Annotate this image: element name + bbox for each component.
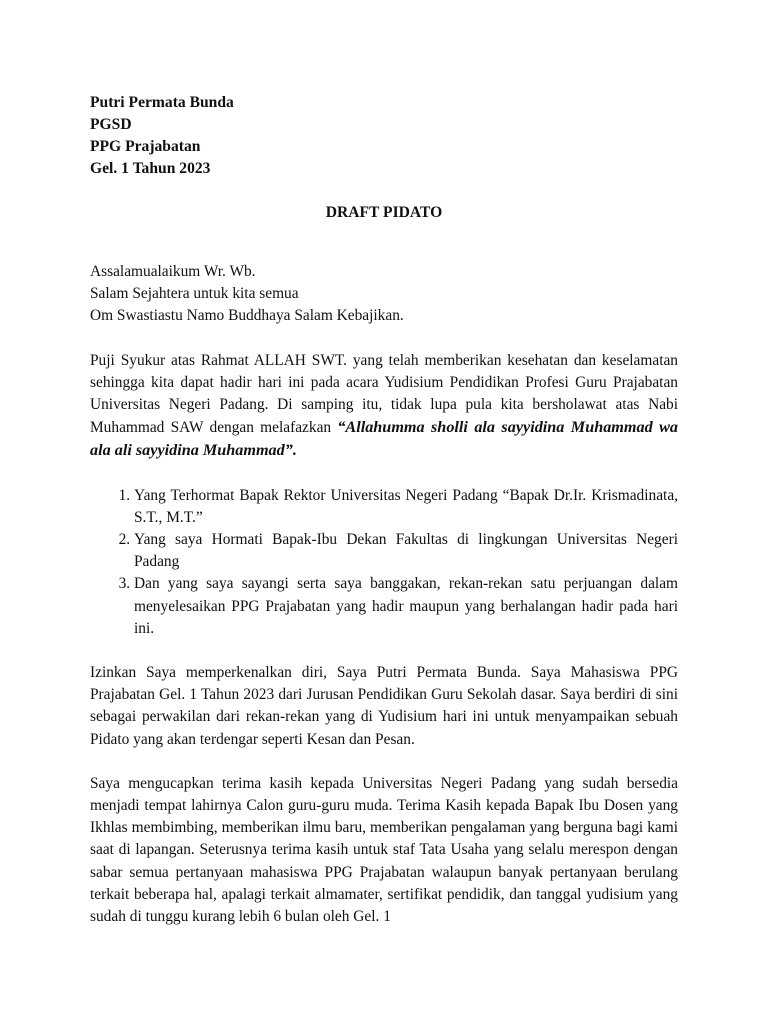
greeting-line: Salam Sejahtera untuk kita semua <box>90 285 299 303</box>
list-item: 3. Dan yang saya sayangi serta saya banggakan, rekan-rekan satu perjuangan dalam menyelesaikan PPG Prajabatan yang hadir maupun yang berhalangan hadir pada hari ini. <box>134 573 678 640</box>
address-list <box>90 485 678 640</box>
author-name: Putri Permata Bunda <box>90 94 234 111</box>
greetings-block <box>90 261 678 328</box>
opening-text: Puji Syukur atas Rahmat ALLAH SWT. yang telah memberikan kesehatan dan keselamatan sehingga kita dapat hadir hari ini pada acara Yudisium Pendidikan Profesi Guru Prajabatan Universitas Negeri Padang. Di samping itu, tidak lupa pula kita bersholawat atas Nabi Muhammad SAW dengan melafazkan <box>90 351 678 437</box>
document-title: DRAFT PIDATO <box>325 204 443 221</box>
list-item: 1. Yang Terhormat Bapak Rektor Universitas Negeri Padang “Bapak Dr.Ir. Krismadinata, S.T., M.T.” <box>134 485 678 529</box>
greeting-line: Assalamualaikum Wr. Wb. <box>90 263 256 280</box>
author-batch: Gel. 1 Tahun 2023 <box>90 160 211 177</box>
greeting-line: Om Swastiastu Namo Buddhaya Salam Kebajikan. <box>90 307 404 325</box>
sholawat-quote: “Allahumma sholli ala sayyidina Muhammad wa ala ali sayyidina Muhammad”. <box>90 418 678 460</box>
opening-paragraph <box>90 350 678 463</box>
document-body <box>90 92 678 928</box>
list-item: 2. Yang saya Hormati Bapak-Ibu Dekan Fakultas di lingkungan Universitas Negeri Padang <box>134 529 678 573</box>
gratitude-paragraph: Saya mengucapkan terima kasih kepada Universitas Negeri Padang yang sudah bersedia menjadi tempat lahirnya Calon guru-guru muda. Terima Kasih kepada Bapak Ibu Dosen yang Ikhlas membimbing, memberikan ilmu baru, memberikan pengalaman yang berguna bagi kami saat di lapangan. Seterusnya terima kasih untuk staf Tata Usaha yang selalu merespon dengan sabar semua pertanyaan mahasiswa PPG Prajabatan walaupun banyak pertanyaan berulang terkait beberapa hal, apalagi terkait almamater, sertifikat pendidik, dan tanggal yudisium yang sudah di tunggu kurang lebih 6 bulan oleh Gel. 1 <box>90 774 678 926</box>
author-program: PGSD <box>90 116 132 133</box>
author-course: PPG Prajabatan <box>90 138 201 155</box>
introduction-paragraph: Izinkan Saya memperkenalkan diri, Saya Putri Permata Bunda. Saya Mahasiswa PPG Prajabatan Gel. 1 Tahun 2023 dari Jurusan Pendidikan Guru Sekolah dasar. Saya berdiri di sini sebagai perwakilan dari rekan-rekan yang di Yudisium hari ini untuk menyampaikan sebuah Pidato yang akan terdengar seperti Kesan dan Pesan. <box>90 664 678 748</box>
